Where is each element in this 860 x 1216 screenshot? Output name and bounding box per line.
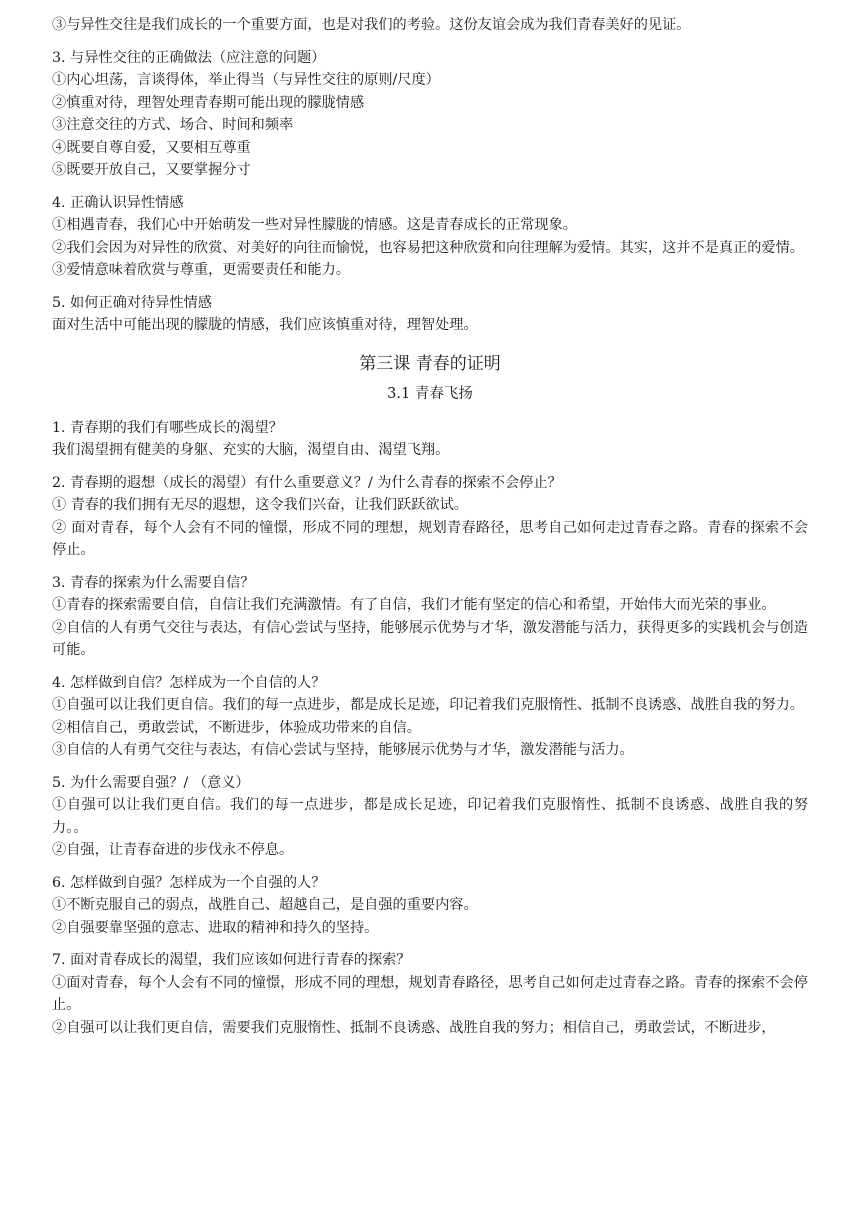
answer-line: ②自强可以让我们更自信，需要我们克服惰性、抵制不良诱惑、战胜自我的努力；相信自己，勇敢尝试，不断进步， — [52, 1019, 776, 1036]
bottom-section — [52, 417, 808, 1040]
question-heading: 7. 面对青春成长的渴望，我们应该如何进行青春的探索？ — [52, 952, 411, 968]
answer-line: ③注意交往的方式、场合、时间和频率 — [52, 117, 294, 133]
question-heading: 4. 正确认识异性情感 — [52, 194, 184, 211]
intro-line: ③与异性交往是我们成长的一个重要方面，也是对我们的考验。这份友谊会成为我们青春美好的见证。 — [52, 17, 691, 33]
answer-line: 我们渴望拥有健美的身躯、充实的大脑，渴望自由、渴望飞翔。 — [52, 442, 450, 458]
question-heading: 4. 怎样做到自信？怎样成为一个自信的人？ — [52, 674, 326, 691]
question-heading: 3. 青春的探索为什么需要自信？ — [52, 574, 255, 591]
top-section — [52, 47, 808, 337]
qa-block — [52, 292, 808, 337]
chapter-title: 第三课 青春的证明 — [359, 353, 501, 374]
qa-block — [52, 192, 808, 282]
answer-line: ①不断克服自己的弱点，战胜自己、超越自己，是自强的重要内容。 — [52, 897, 478, 913]
question-heading: 1. 青春期的我们有哪些成长的渴望？ — [52, 419, 283, 436]
qa-block — [52, 572, 808, 662]
qa-block — [52, 47, 808, 182]
answer-line: ③自信的人有勇气交往与表达，有信心尝试与坚持，能够展示优势与才华，激发潜能与活力。 — [52, 742, 634, 758]
answer-line: ②自强，让青春奋进的步伐永不停息。 — [52, 842, 294, 858]
answer-line: ①面对青春，每个人会有不同的憧憬，形成不同的理想，规划青春路径，思考自己如何走过青春之路。青春的探索不会停止。 — [52, 974, 808, 1013]
answer-line: ②自强要靠坚强的意志、进取的精神和持久的坚持。 — [52, 919, 379, 936]
answer-line: ①自强可以让我们更自信。我们的每一点进步，都是成长足迹，印记着我们克服惰性、抵制不良诱惑、战胜自我的努力。 — [52, 697, 804, 713]
answer-line: ① 青春的我们拥有无尽的遐想，这令我们兴奋，让我们跃跃欲试。 — [52, 497, 468, 513]
answer-line: ③爱情意味着欣赏与尊重，更需要责任和能力。 — [52, 262, 350, 278]
qa-block — [52, 472, 808, 562]
qa-block — [52, 949, 808, 1039]
qa-block — [52, 417, 808, 462]
question-heading: 2. 青春期的遐想（成长的渴望）有什么重要意义？/ 为什么青春的探索不会停止？ — [52, 474, 562, 491]
answer-line: ②相信自己，勇敢尝试，不断进步，体验成功带来的自信。 — [52, 719, 421, 736]
question-heading: 3. 与异性交往的正确做法（应注意的问题） — [52, 49, 326, 66]
section-title: 3.1 青春飞扬 — [387, 385, 473, 402]
qa-block — [52, 672, 808, 762]
qa-block — [52, 872, 808, 940]
intro-block — [52, 14, 808, 37]
answer-line: ①自强可以让我们更自信。我们的每一点进步，都是成长足迹，印记着我们克服惰性、抵制不良诱惑、战胜自我的努力。。 — [52, 797, 808, 836]
question-heading: 6. 怎样做到自强？怎样成为一个自强的人？ — [52, 874, 326, 891]
answer-line: ②我们会因为对异性的欣赏、对美好的向往而愉悦，也容易把这种欣赏和向往理解为爱情。其实，这并不是真正的爱情。 — [52, 239, 804, 256]
question-heading: 5. 为什么需要自强？/ （意义） — [52, 774, 250, 791]
qa-block — [52, 772, 808, 862]
answer-line: ⑤既要开放自己，又要掌握分寸 — [52, 162, 251, 178]
answer-line: 面对生活中可能出现的朦胧的情感，我们应该慎重对待，理智处理。 — [52, 317, 478, 333]
answer-line: ② 面对青春，每个人会有不同的憧憬，形成不同的理想，规划青春路径，思考自己如何走过青春之路。青春的探索不会停止。 — [52, 519, 808, 558]
answer-line: ①相遇青春，我们心中开始萌发一些对异性朦胧的情感。这是青春成长的正常现象。 — [52, 217, 577, 233]
answer-line: ①青春的探索需要自信，自信让我们充满激情。有了自信，我们才能有坚定的信心和希望，开始伟大而光荣的事业。 — [52, 597, 776, 613]
answer-line: ④既要自尊自爱，又要相互尊重 — [52, 139, 251, 156]
answer-line: ①内心坦荡，言谈得体，举止得当（与异性交往的原则/尺度） — [52, 72, 440, 88]
question-heading: 5. 如何正确对待异性情感 — [52, 294, 212, 311]
answer-line: ②慎重对待，理智处理青春期可能出现的朦胧情感 — [52, 94, 365, 111]
answer-line: ②自信的人有勇气交往与表达，有信心尝试与坚持，能够展示优势与才华，激发潜能与活力，获得更多的实践机会与创造可能。 — [52, 619, 808, 658]
